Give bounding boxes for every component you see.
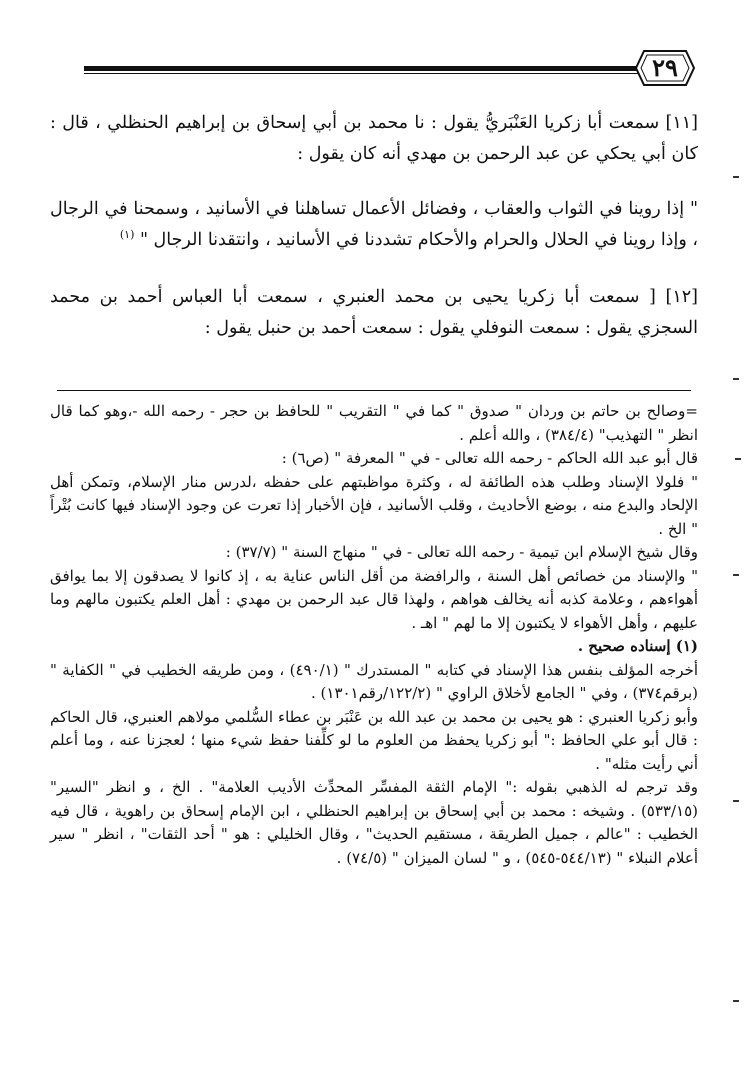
footnote-line: =وصالح بن حاتم بن وردان " صدوق " كما في " التقريب " للحافظ بن حجر - رحمه الله -،وهو كما قال انظر " التهذيب" (٣٨٤/٤) ، والله أعلم . — [50, 402, 698, 444]
header-rule-thin — [84, 73, 644, 74]
footnote-separator — [57, 390, 691, 391]
footnote-line: " والإسناد من خصائص أهل السنة ، والرافضة من أقل الناس عناية به ، إذ كانوا لا يصدقون إلا بما يوافق أهواءهم ، وعلامة كذبه أنه يخالف هواهم ، ولهذا قال عبد الرحمن بن مهدي : أهل العلم يكتبون مالهم وما عليهم ، وأهل الأهواء لا يكتبون إلا ما لهم " اهـ . — [50, 566, 698, 632]
paragraph-quote — [50, 194, 698, 256]
footnote-line: أخرجه المؤلف بنفس هذا الإسناد في كتابه " المستدرك " (٤٩٠/١) ، ومن طريقه الخطيب في " الكفاية " (برقم٣٧٤) ، وفي " الجامع لأخلاق الراوي " (١٢٢/٢/رقم١٣٠١) . — [50, 660, 699, 702]
footnote-line: وقال شيخ الإسلام ابن تيمية - رحمه الله تعالى - في " منهاج السنة " (٣٧/٧) : — [225, 543, 698, 561]
header-rule — [84, 66, 644, 71]
footnotes — [50, 400, 698, 870]
footnote-line: وأبو زكريا العنبري : هو يحيى بن محمد بن عبد الله بن عَنْبَر بن عطاء السُّلمي مولاهم العنبري، قال الحاكم : قال أبو علي الحافظ :" أبو زكريا يحفظ من العلوم ما لو كلِّفنا حفظ شيء منها ؛ لعجزنا عنه ، وما أعلم أني رأيت مثله" . — [50, 707, 698, 773]
quote-text: " إذا روينا في الثواب والعقاب ، وفضائل الأعمال تساهلنا في الأسانيد ، وسمحنا في الرجال ، وإذا روينا في الحلال والحرام والأحكام تشددنا في الأسانيد ، وانتقدنا الرجال " — [50, 199, 698, 250]
paragraph-12: [١٢] [ سمعت أبا زكريا يحيى بن محمد العنبري ، سمعت أبا العباس أحمد بن محمد السجزي يقول : سمعت النوفلي يقول : سمعت أحمد بن حنبل يقول : — [50, 287, 698, 338]
margin-mark — [733, 176, 739, 178]
margin-mark — [733, 800, 739, 802]
page-number: ٢٩ — [652, 53, 678, 82]
paragraph-11: [١١] سمعت أبا زكريا العَنْبَريُّ يقول : نا محمد بن أبي إسحاق بن إبراهيم الحنظلي ، قال : كان أبي يحكي عن عبد الرحمن بن مهدي أنه كان يقول : — [50, 113, 698, 164]
margin-mark — [733, 378, 739, 380]
margin-mark — [735, 458, 741, 460]
footnote-line: " فلولا الإسناد وطلب هذه الطائفة له ، وكثرة مواظبتهم على حفظه ،لدرس منار الإسلام، وتمكن أهل الإلحاد والبدع منه ، بوضع الأحاديث ، وقلب الأسانيد ، فإن الأخبار إذا تعرت عن وجود الإسناد فيها كانت بُتْراً " الخ . — [50, 472, 698, 538]
footnote-heading: (١) إسناده صحيح . — [577, 637, 698, 655]
margin-mark — [733, 574, 739, 576]
footnote-marker: (١) — [119, 228, 135, 242]
page-number-frame — [634, 49, 696, 87]
footnote-line: وقد ترجم له الذهبي بقوله :" الإمام الثقة المفسِّر المحدِّث الأديب العلامة" . الخ ، و انظر "السير" (٥٣٣/١٥) . وشيخه : محمد بن أبي إسحاق بن إبراهيم الحنظلي ، ابن الإمام إسحاق بن راهوية ، قال فيه الخطيب : "عالم ، جميل الطريقة ، مستقيم الحديث" ، وقال الخليلي : هو " أحد الثقات" ، انظر " سير أعلام النبلاء " (٥٤٤/١٣-٥٤٥) ، و " لسان الميزان " (٧٤/٥) . — [50, 778, 698, 867]
margin-mark — [733, 1000, 739, 1002]
footnote-line: قال أبو عبد الله الحاكم - رحمه الله تعالى - في " المعرفة " (ص٦) : — [281, 449, 698, 467]
